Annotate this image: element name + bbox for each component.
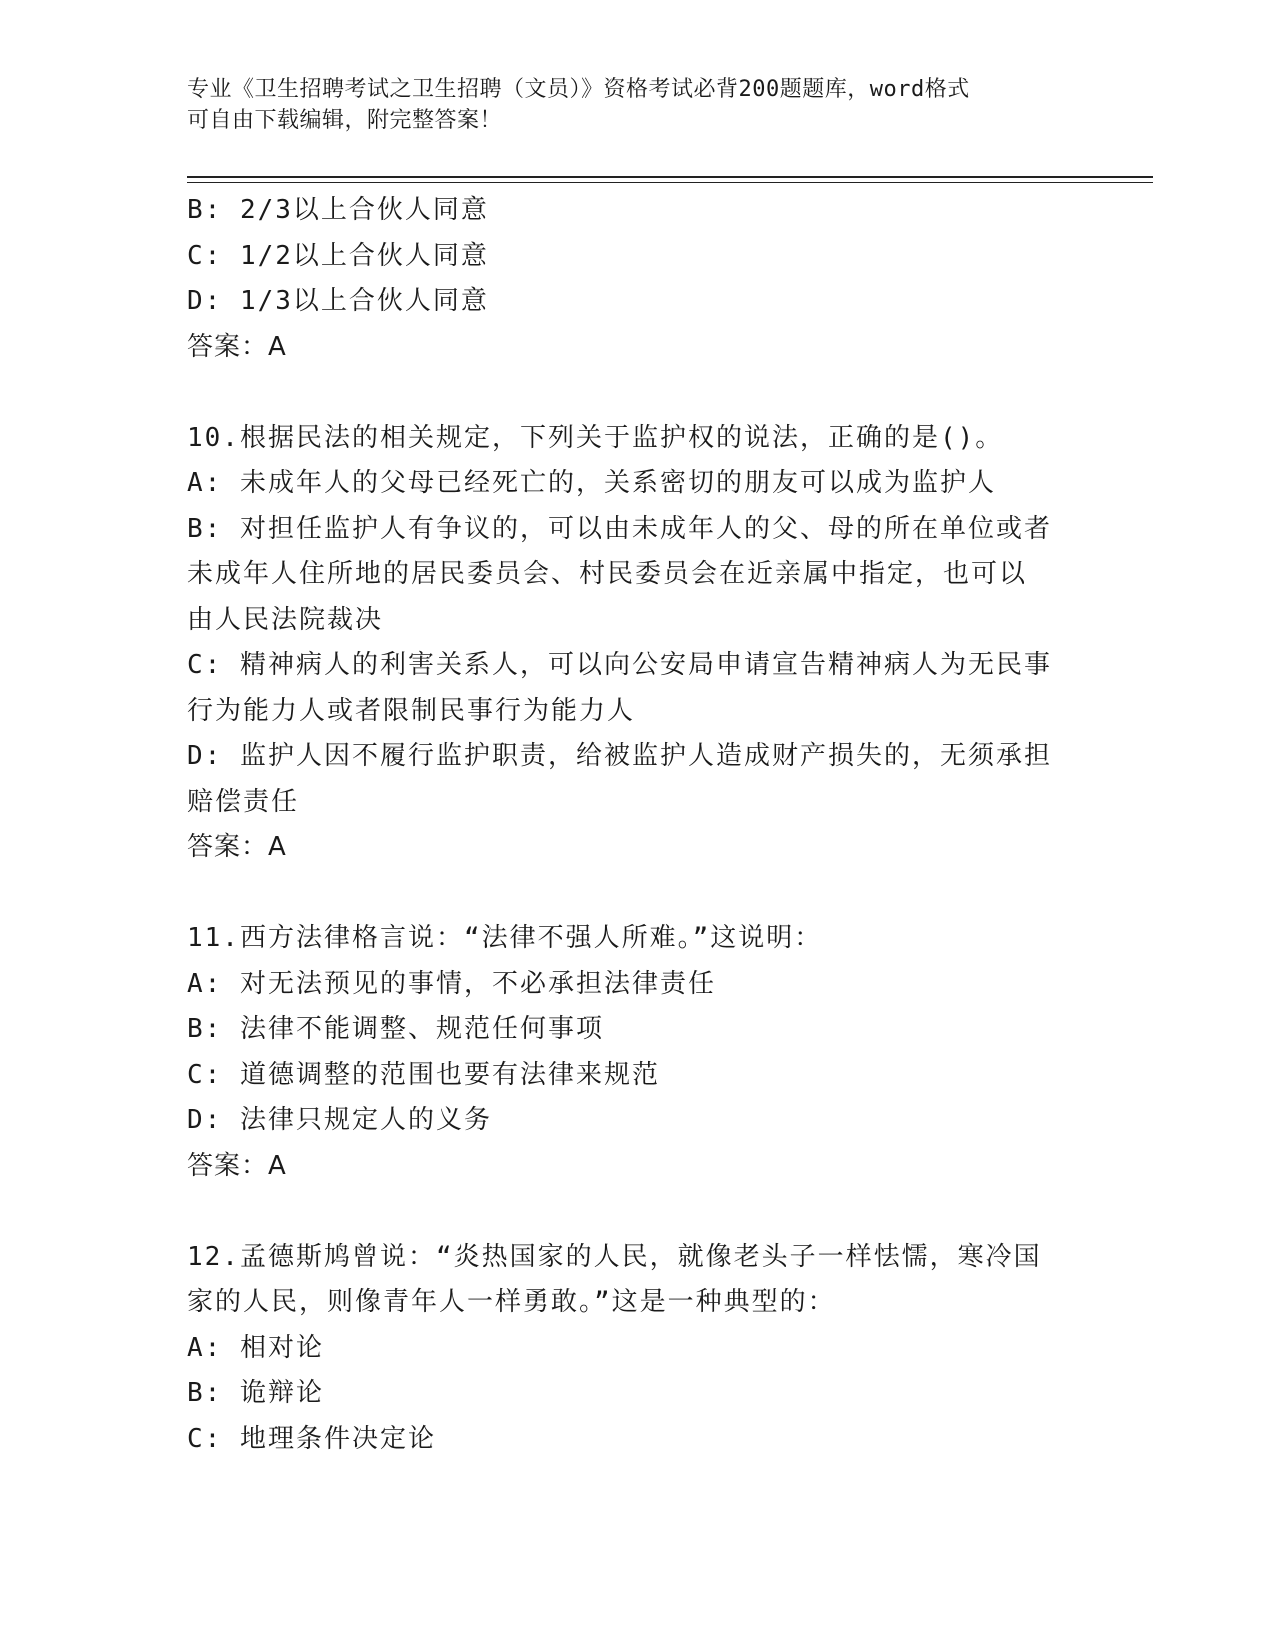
option-d-line-2: 赔偿责任 (187, 786, 300, 817)
header-line-2: 可自由下载编辑，附完整答案！ (187, 108, 503, 133)
option-d-line-1: D: 监护人因不履行监护职责，给被监护人造成财产损失的，无须承担 (187, 741, 1052, 771)
option-a: A: 未成年人的父母已经死亡的，关系密切的朋友可以成为监护人 (187, 468, 996, 498)
header-line-1: 专业《卫生招聘考试之卫生招聘（文员）》资格考试必背200题题库，word格式 (187, 77, 970, 102)
option-b-line-3: 由人民法院裁决 (187, 604, 384, 635)
option-b: B: 2/3以上合伙人同意 (187, 195, 489, 225)
question-11 (187, 916, 1067, 1189)
option-c: C: 1/2以上合伙人同意 (187, 240, 489, 271)
question-stem-line-2: 家的人民，则像青年人一样勇敢。”这是一种典型的： (187, 1287, 836, 1317)
question-stem: 10.根据民法的相关规定，下列关于监护权的说法，正确的是()。 (187, 422, 1004, 453)
header-rule-thin (187, 182, 1153, 183)
option-b-line-1: B: 对担任监护人有争议的，可以由未成年人的父、母的所在单位或者 (187, 513, 1052, 544)
question-stem: 11.西方法律格言说：“法律不强人所难。”这说明： (187, 923, 823, 953)
question-10 (187, 416, 1067, 871)
option-b-line-2: 未成年人住所地的居民委员会、村民委员会在近亲属中指定，也可以 (187, 559, 1028, 589)
option-c: C: 地理条件决定论 (187, 1423, 436, 1454)
question-stem-line-1: 12.孟德斯鸠曾说：“炎热国家的人民，就像老头子一样怯懦，寒冷国 (187, 1241, 1042, 1272)
header-rule-thick (187, 176, 1153, 178)
option-b: B: 诡辩论 (187, 1378, 324, 1408)
document-body (187, 188, 1067, 1462)
option-a: A: 对无法预见的事情，不必承担法律责任 (187, 968, 716, 999)
option-c-line-1: C: 精神病人的利害关系人，可以向公安局申请宣告精神病人为无民事 (187, 650, 1052, 680)
answer-line: 答案：A (187, 1150, 287, 1181)
answer-line: 答案：A (187, 832, 287, 862)
option-d: D: 法律只规定人的义务 (187, 1105, 492, 1135)
option-b: B: 法律不能调整、规范任何事项 (187, 1014, 604, 1044)
question-9-continued (187, 188, 1067, 370)
option-c: C: 道德调整的范围也要有法律来规范 (187, 1059, 660, 1090)
answer-line: 答案：A (187, 331, 287, 362)
option-d: D: 1/3以上合伙人同意 (187, 286, 489, 316)
question-12 (187, 1235, 1067, 1463)
option-a: A: 相对论 (187, 1332, 324, 1363)
document-header (187, 74, 1067, 136)
option-c-line-2: 行为能力人或者限制民事行为能力人 (187, 695, 636, 726)
